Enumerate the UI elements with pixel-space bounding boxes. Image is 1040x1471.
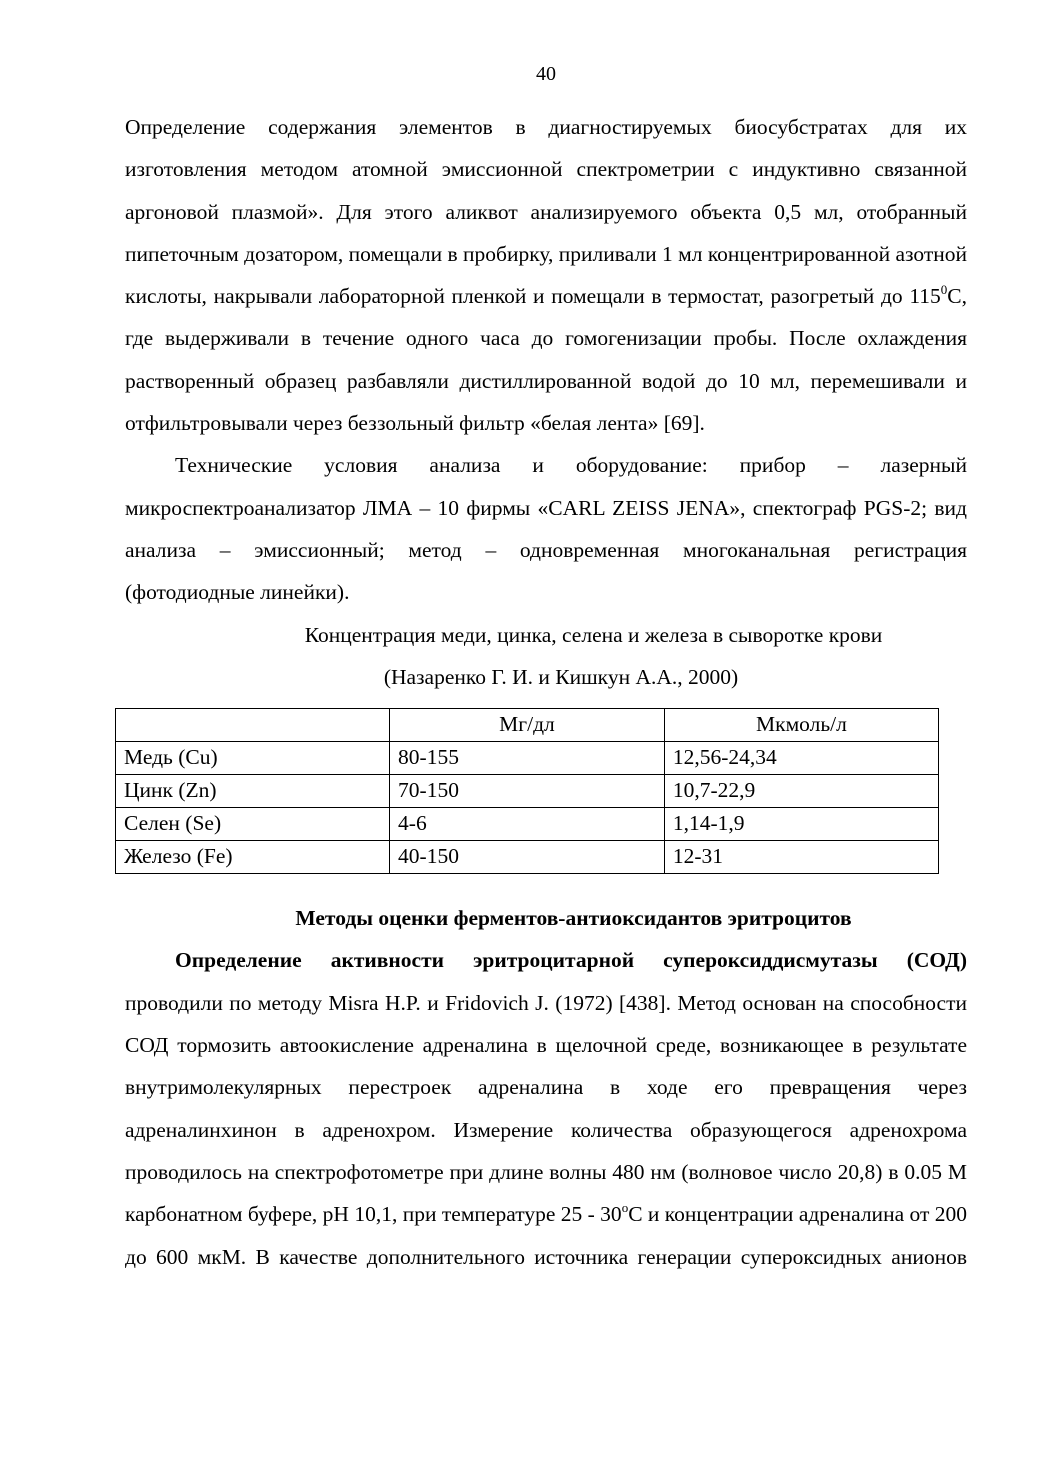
paragraph-text: Определение содержания элементов в диагностируемых биосубстратах для их изготовления методом атомной эмиссионной спектрометрии с индуктивно связанной аргоновой плазмой». Для этого аликвот анализируемого объекта 0,5 мл, отобранный пипеточным дозатором, помещали в пробирку, приливали 1 мл концентрированной азотной кислоты, накрывали лабораторной пленкой и помещали в термостат, разогретый до 115 — [125, 115, 967, 309]
table-cell-element: Селен (Se) — [116, 808, 390, 841]
concentration-table — [115, 708, 939, 874]
table-cell-mg-dl: 4-6 — [390, 808, 665, 841]
paragraph-technical-conditions: Технические условия анализа и оборудование: прибор – лазерный микроспектроанализатор ЛМА – 10 фирмы «CARL ZEISS JENA», спектограф PGS-2; вид анализа – эмиссионный; метод – одновременная многоканальная регистрация (фотодиодные линейки). — [125, 453, 967, 605]
table-cell-umol-l: 12-31 — [664, 841, 938, 874]
table-cell-umol-l: 12,56-24,34 — [664, 742, 938, 775]
table-cell-mg-dl: 70-150 — [390, 775, 665, 808]
superscript-degree: 0 — [940, 282, 948, 298]
table-cell-element: Цинк (Zn) — [116, 775, 390, 808]
table-cell-element: Медь (Cu) — [116, 742, 390, 775]
table-row — [116, 841, 939, 874]
paragraph-text: С и концентрации адреналина от 200 до 600 мкМ. В качестве дополнительного источника генерации супероксидных анионов — [125, 1202, 967, 1269]
table-cell-mg-dl: 40-150 — [390, 841, 665, 874]
table-row — [116, 742, 939, 775]
table-row — [116, 775, 939, 808]
table-header-cell — [116, 709, 390, 742]
table-cell-element: Железо (Fe) — [116, 841, 390, 874]
paragraph-sod-method — [125, 939, 967, 1277]
document-body — [125, 106, 967, 1278]
section-heading: Методы оценки ферментов-антиоксидантов эритроцитов — [295, 906, 852, 931]
table-cell-umol-l: 10,7-22,9 — [664, 775, 938, 808]
table-header-cell: Мг/дл — [390, 709, 665, 742]
table-caption-title: Концентрация меди, цинка, селена и железа в сыворотке крови — [304, 622, 883, 647]
table-header-cell: Мкмоль/л — [664, 709, 938, 742]
page-number: 40 — [536, 63, 556, 85]
paragraph-text: проводили по методу Misra H.P. и Fridovich J. (1972) [438]. Метод основан на способности СОД тормозить автоокисление адреналина в щелочной среде, возникающее в результате внутримолекулярных перестроек адреналина в ходе его превращения через адреналинхинон в адренохром. Измерение количества образующегося адренохрома проводилось на спектрофотометре при длине волны 480 нм (волновое число 20,8) в 0.05 М карбонатном буфере, рН 10,1, при температуре 25 - 30 — [125, 990, 967, 1227]
bold-term: Определение активности эритроцитарной супероксиддисмутазы (СОД) — [175, 948, 967, 973]
table-row — [116, 808, 939, 841]
paragraph-text: С, где выдерживали в течение одного часа до гомогенизации пробы. После охлаждения растворенный образец разбавляли дистиллированной водой до 10 мл, перемешивали и отфильтровывали через беззольный фильтр «белая лента» [69]. — [125, 284, 967, 436]
superscript-degree: о — [621, 1200, 629, 1216]
table-caption-source: (Назаренко Г. И. и Кишкун А.А., 2000) — [383, 664, 739, 689]
table-cell-mg-dl: 80-155 — [390, 742, 665, 775]
paragraph-element-determination — [125, 106, 967, 444]
table-header-row — [116, 709, 939, 742]
table-cell-umol-l: 1,14-1,9 — [664, 808, 938, 841]
